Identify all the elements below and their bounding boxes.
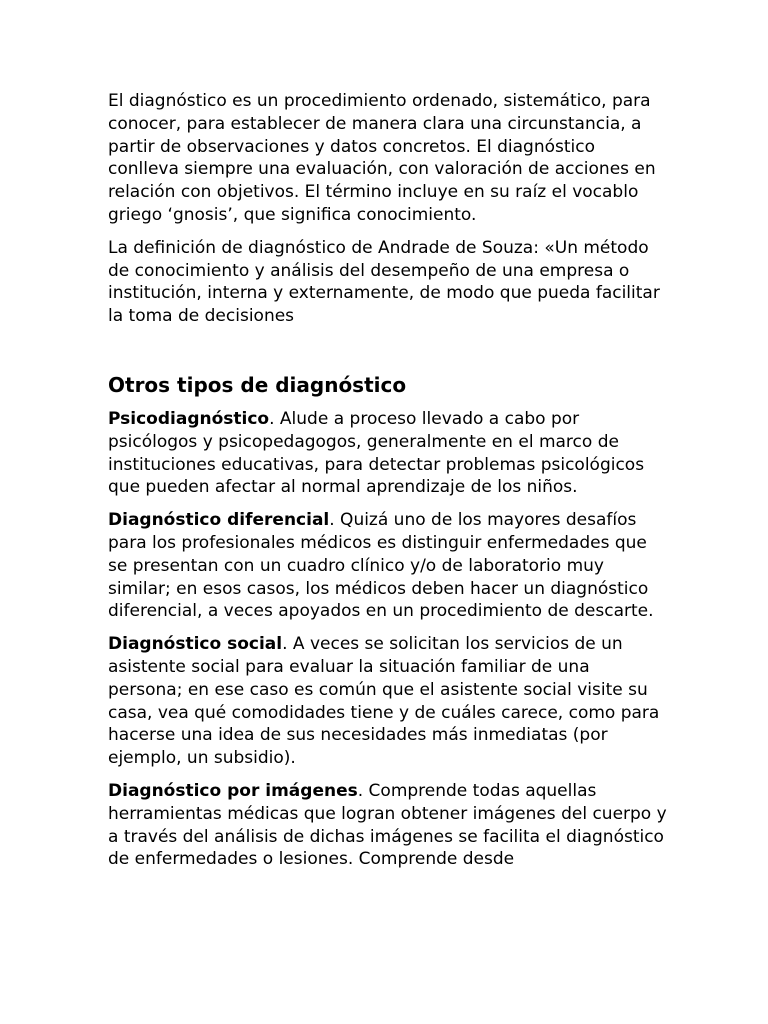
definition-text: . Quizá uno de los mayores desafíos para los profesionales médicos es distinguir enfermedades que se presentan con un cuadro clínico y/o de laboratorio muy similar; en esos casos, los médicos deben hacer un diagnóstico diferencial, a veces apoyados en un procedimiento de descarte. (108, 510, 654, 622)
definition-paragraph-diferencial (108, 509, 668, 623)
definition-text: . Alude a proceso llevado a cabo por psicólogos y psicopedagogos, generalmente en el marco de instituciones educativas, para detectar problemas psicológicos que pueden afectar al normal aprendizaje de los niños. (108, 408, 645, 498)
definition-paragraph-psicodiagnostico (108, 408, 668, 499)
definition-term: Diagnóstico diferencial (108, 510, 330, 531)
definition-paragraph-imagenes (108, 780, 668, 871)
definition-term: Diagnóstico social (108, 634, 283, 655)
section-gap (108, 338, 668, 372)
intro-paragraph-2: La definición de diagnóstico de Andrade de Souza: «Un método de conocimiento y análisis del desempeño de una empresa o institución, interna y externamente, de modo que pueda facilitar la toma de decisiones (108, 237, 660, 327)
document-body (108, 90, 668, 881)
definition-term: Psicodiagnóstico (108, 408, 270, 429)
definition-paragraph-social (108, 633, 668, 770)
definition-term: Diagnóstico por imágenes (108, 780, 358, 801)
section-heading: Otros tipos de diagnóstico (108, 372, 407, 397)
intro-paragraph-1: El diagnóstico es un procedimiento ordenado, sistemático, para conocer, para establecer de manera clara una circunstancia, a partir de observaciones y datos concretos. El diagnóstico conlleva siempre una evaluación, con valoración de acciones en relación con objetivos. El término incluye en su raíz el vocablo griego ‘gnosis’, que significa conocimiento. (108, 91, 656, 225)
definition-text: . A veces se solicitan los servicios de un asistente social para evaluar la situación familiar de una persona; en ese caso es común que el asistente social visite su casa, vea qué comodidades tiene y de cuáles carece, como para hacerse una idea de sus necesidades más inmediatas (por ejemplo, un subsidio). (108, 634, 660, 769)
definition-text: . Comprende todas aquellas herramientas médicas que logran obtener imágenes del cuerpo y a través del análisis de dichas imágenes se facilita el diagnóstico de enfermedades o lesiones. Comprende desde (108, 780, 667, 870)
